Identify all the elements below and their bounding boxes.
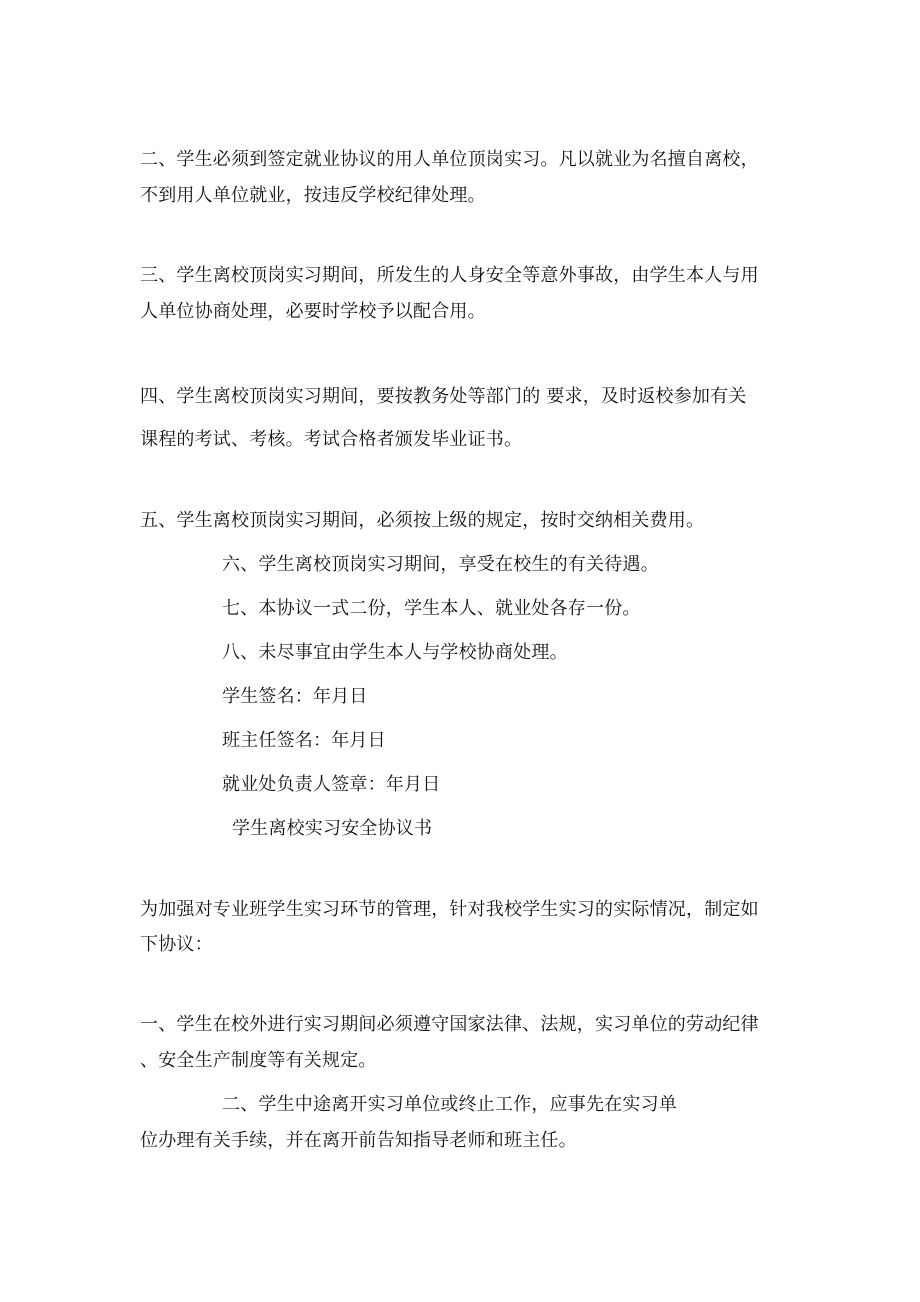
class-teacher-signature-line: 班主任签名：年月日: [222, 730, 386, 751]
clause-5: 五、学生离校顶岗实习期间，必须按上级的规定，按时交纳相关费用。: [140, 510, 705, 531]
clause-6: 六、学生离校顶岗实习期间，享受在校生的有关待遇。: [222, 554, 659, 575]
clause-3-line-2: 人单位协商处理，必要时学校予以配合用。: [140, 301, 486, 322]
clause-2b-line-1: 二、学生中途离开实习单位或终止工作，应事先在实习单: [222, 1094, 677, 1115]
clause-2b-line-2: 位办理有关手续，并在离开前告知指导老师和班主任。: [140, 1130, 577, 1151]
employment-office-seal-line: 就业处负责人签章：年月日: [222, 774, 441, 795]
student-signature-line: 学生签名：年月日: [222, 686, 368, 707]
clause-2-line-2: 不到用人单位就业，按违反学校纪律处理。: [140, 185, 486, 206]
clause-8: 八、未尽事宜由学生本人与学校协商处理。: [222, 642, 568, 663]
clause-2-line-1: 二、学生必须到签定就业协议的用人单位顶岗实习。凡以就业为名擅自离校，: [140, 149, 759, 170]
intro-line-1: 为加强对专业班学生实习环节的管理，针对我校学生实习的实际情况，制定如: [140, 899, 759, 920]
clause-1-line-2: 、安全生产制度等有关规定。: [140, 1050, 377, 1071]
intro-line-2: 下协议：: [140, 934, 213, 955]
clause-7: 七、本协议一式二份，学生本人、就业处各存一份。: [222, 598, 641, 619]
clause-4-line-2: 课程的考试、考核。考试合格者颁发毕业证书。: [140, 429, 523, 450]
section-title: 学生离校实习安全协议书: [232, 818, 433, 839]
clause-1-line-1: 一、学生在校外进行实习期间必须遵守国家法律、法规，实习单位的劳动纪律: [140, 1014, 759, 1035]
clause-3-line-1: 三、学生离校顶岗实习期间，所发生的人身安全等意外事故，由学生本人与用: [140, 265, 759, 286]
clause-4-line-1: 四、学生离校顶岗实习期间，要按教务处等部门的 要求，及时返校参加有关: [140, 386, 747, 407]
